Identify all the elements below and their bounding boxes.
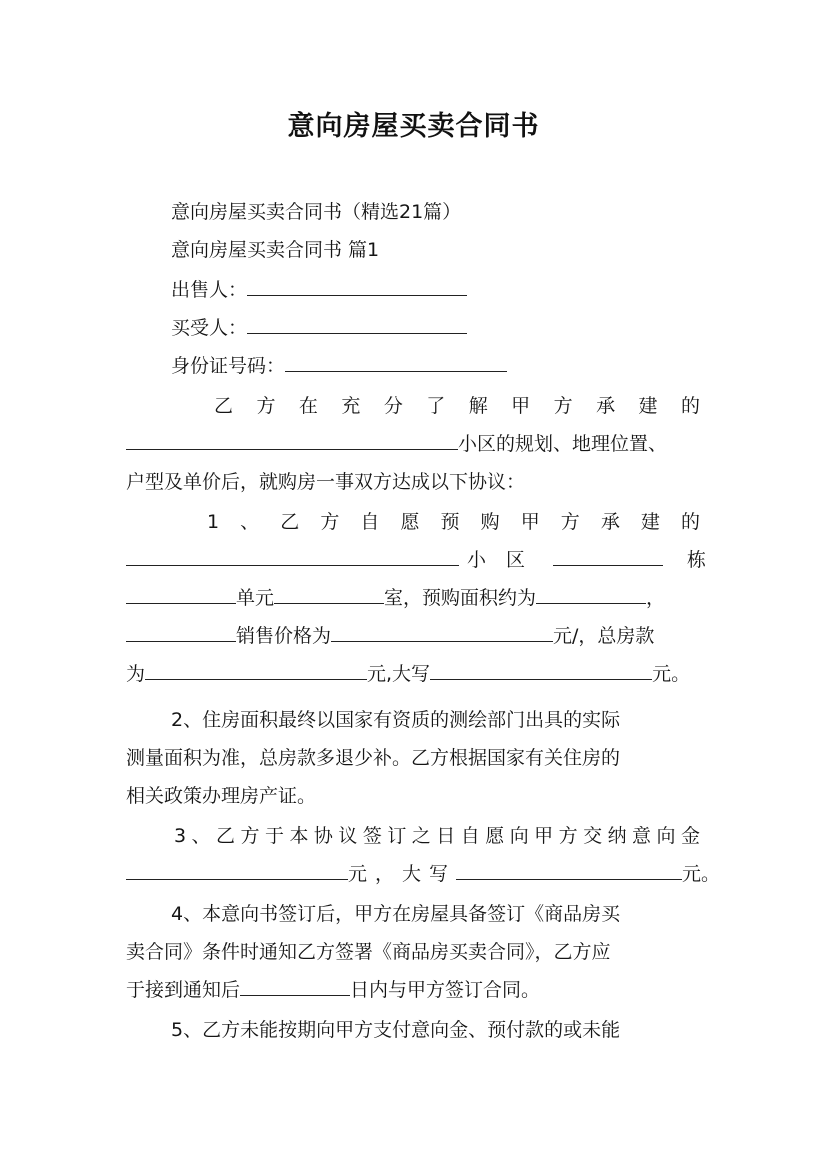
- clause-1-line-2: [126, 546, 706, 574]
- days-blank: [240, 977, 350, 996]
- document-title: 意向房屋买卖合同书: [287, 111, 540, 142]
- room-blank: [274, 585, 384, 604]
- subtitle-line: 意向房屋买卖合同书（精选21篇）: [171, 201, 462, 223]
- buyer-label: 买受人：: [171, 317, 248, 339]
- intro-line-3: 户型及单价后，就购房一事双方达成以下协议：: [126, 471, 526, 493]
- deposit-words-label: 元，大写: [348, 863, 457, 885]
- total-blank: [145, 661, 367, 680]
- district-label: 小区: [466, 549, 545, 571]
- section-heading: 意向房屋买卖合同书 篇1: [171, 239, 380, 261]
- building-label: 栋: [686, 549, 706, 571]
- clause-2-line-1: 2、住房面积最终以国家有资质的测绘部门出具的实际: [171, 709, 621, 731]
- district-blank: [126, 547, 459, 566]
- total-words-blank: [430, 661, 652, 680]
- deposit-yuan-end: 元。: [682, 863, 721, 885]
- deposit-blank: [126, 861, 348, 880]
- clause-1-line-3: [126, 584, 706, 612]
- price-label: 销售价格为: [236, 625, 332, 647]
- unit-blank: [126, 585, 236, 604]
- buyer-blank: [247, 315, 467, 334]
- seller-label: 出售人：: [171, 279, 248, 301]
- id-number-label: 身份证号码：: [171, 355, 286, 377]
- intro-line-2: [126, 430, 706, 458]
- unit-label: 单元: [236, 587, 275, 609]
- clause-3-line-1: 3、乙方于本协议签订之日自愿向甲方交纳意向金: [174, 825, 700, 847]
- community-blank: [126, 431, 458, 450]
- sign-contract-text: 日内与甲方签订合同。: [350, 979, 541, 1001]
- buyer-line: [171, 314, 751, 342]
- clause-4-line-1: 4、本意向书签订后，甲方在房屋具备签订《商品房买: [171, 903, 621, 925]
- clause-2-line-3: 相关政策办理房产证。: [126, 785, 317, 807]
- area-label: 室，预购面积约为: [384, 587, 537, 609]
- id-number-blank: [285, 353, 507, 372]
- total-label: 元/，总房款: [553, 625, 655, 647]
- clause-4-line-3: [126, 976, 706, 1004]
- clause-1-line-1: 1、乙方自愿预购甲方承建的: [207, 511, 700, 533]
- price-blank: [331, 623, 553, 642]
- yuan-end: 元。: [652, 663, 691, 685]
- intro-line-1: 乙方在充分了解甲方承建的: [214, 395, 700, 417]
- clause-5-line-1: 5、乙方未能按期向甲方支付意向金、预付款的或未能: [171, 1019, 621, 1041]
- deposit-words-blank: [456, 861, 682, 880]
- seller-blank: [247, 277, 467, 296]
- sale-blank: [126, 623, 236, 642]
- intro-text: 小区的规划、地理位置、: [458, 433, 668, 455]
- clause-1-line-4: [126, 622, 706, 650]
- area-blank: [536, 585, 646, 604]
- id-number-line: [171, 352, 751, 380]
- comma-mark: ，: [646, 587, 666, 609]
- notice-label: 于接到通知后: [126, 979, 241, 1001]
- clause-1-line-5: [126, 660, 706, 688]
- building-blank: [553, 547, 663, 566]
- clause-2-line-2: 测量面积为准，总房款多退少补。乙方根据国家有关住房的: [126, 747, 621, 769]
- total-prefix: 为: [126, 663, 146, 685]
- clause-3-line-2: [126, 860, 721, 888]
- clause-4-line-2: 卖合同》条件时通知乙方签署《商品房买卖合同》，乙方应: [126, 941, 611, 963]
- seller-line: [171, 276, 751, 304]
- total-words-label: 元,大写: [367, 663, 431, 685]
